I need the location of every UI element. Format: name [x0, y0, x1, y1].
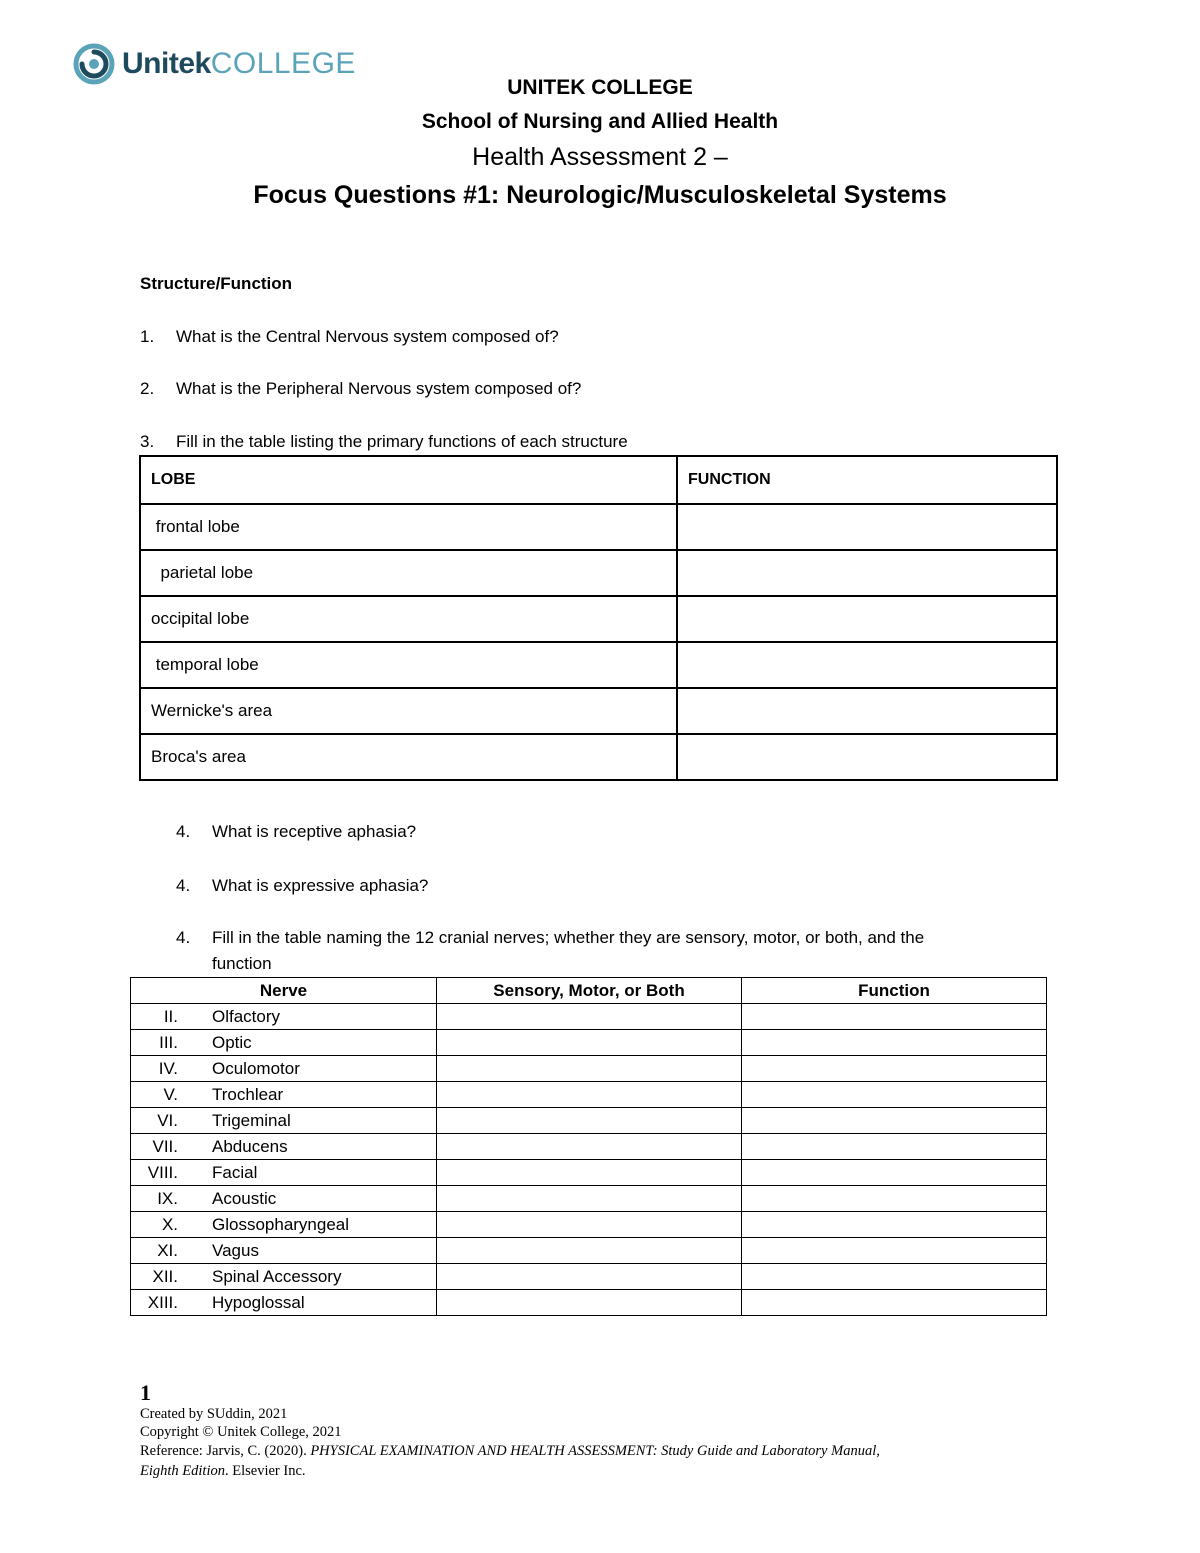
nerve-name: Abducens — [212, 1137, 288, 1156]
function-answer-cell[interactable] — [742, 1082, 1047, 1108]
reference-publisher: . Elsevier Inc. — [224, 1463, 306, 1479]
table-row — [140, 550, 1057, 596]
nerve-numeral: XI. — [157, 1241, 178, 1260]
function-answer-cell[interactable] — [742, 1108, 1047, 1134]
function-answer-cell[interactable] — [677, 550, 1057, 596]
question-text: What is the Peripheral Nervous system composed of? — [176, 379, 582, 398]
footer-created: Created by SUddin, 2021 — [140, 1406, 288, 1422]
sensory-motor-answer-cell[interactable] — [437, 1264, 742, 1290]
nerve-name: Trigeminal — [212, 1111, 291, 1130]
table-row — [140, 734, 1057, 780]
footer-reference-continued — [140, 1463, 306, 1480]
reference-edition: Eighth Edition — [140, 1463, 225, 1479]
page-number: 1 — [140, 1380, 151, 1405]
nerve-numeral: VII. — [152, 1137, 178, 1156]
nerve-name: Acoustic — [212, 1189, 277, 1208]
nerve-name: Spinal Accessory — [212, 1267, 342, 1286]
function-answer-cell[interactable] — [742, 1030, 1047, 1056]
nerve-cell — [131, 1186, 437, 1212]
question-number: 2. — [140, 379, 155, 398]
table-header-row — [131, 978, 1047, 1004]
table-row — [131, 1082, 1047, 1108]
nerve-cell — [131, 1134, 437, 1160]
question-text: What is receptive aphasia? — [212, 822, 417, 841]
nerve-name: Oculomotor — [212, 1059, 300, 1078]
sensory-motor-answer-cell[interactable] — [437, 1134, 742, 1160]
header-function: Function — [742, 978, 1047, 1004]
nerve-name: Vagus — [212, 1241, 259, 1260]
nerve-name: Olfactory — [212, 1007, 281, 1026]
question-4-cranial — [176, 928, 1076, 972]
lobe-cell: Wernicke's area — [140, 688, 677, 734]
question-text-continued: function — [212, 954, 272, 973]
school-name: School of Nursing and Allied Health — [421, 110, 779, 133]
function-answer-cell[interactable] — [742, 1004, 1047, 1030]
lobe-cell: temporal lobe — [140, 642, 677, 688]
lobe-cell: frontal lobe — [140, 504, 677, 550]
nerve-cell — [131, 1108, 437, 1134]
nerve-name: Glossopharyngeal — [212, 1215, 350, 1234]
nerve-name: Trochlear — [212, 1085, 284, 1104]
function-answer-cell[interactable] — [742, 1056, 1047, 1082]
header-function: FUNCTION — [677, 456, 1057, 504]
reference-title: PHYSICAL EXAMINATION AND HEALTH ASSESSMENT: Study Guide and Laboratory Manual, — [310, 1443, 880, 1459]
nerve-name: Optic — [212, 1033, 252, 1052]
table-row — [131, 1134, 1047, 1160]
nerve-numeral: IX. — [157, 1189, 178, 1208]
table-row — [131, 1186, 1047, 1212]
nerve-numeral: III. — [159, 1033, 178, 1052]
institution-name: UNITEK COLLEGE — [507, 76, 693, 99]
table-row — [140, 596, 1057, 642]
function-answer-cell[interactable] — [677, 642, 1057, 688]
nerve-cell — [131, 1238, 437, 1264]
sensory-motor-answer-cell[interactable] — [437, 1186, 742, 1212]
table-header-row — [140, 456, 1057, 504]
nerve-name: Facial — [212, 1163, 258, 1182]
table-row — [131, 1290, 1047, 1316]
sensory-motor-answer-cell[interactable] — [437, 1290, 742, 1316]
footer-reference — [140, 1443, 880, 1460]
nerve-numeral: X. — [161, 1215, 178, 1234]
question-number: 4. — [176, 928, 191, 947]
cranial-nerve-table — [130, 977, 1047, 1316]
nerve-cell — [131, 1160, 437, 1186]
nerve-cell — [131, 1056, 437, 1082]
lobe-cell: parietal lobe — [140, 550, 677, 596]
nerve-numeral: XIII. — [147, 1293, 178, 1312]
table-row — [131, 1238, 1047, 1264]
logo-suffix: COLLEGE — [210, 47, 356, 80]
nerve-cell — [131, 1212, 437, 1238]
table-row — [131, 1056, 1047, 1082]
table-row — [131, 1108, 1047, 1134]
question-text: What is expressive aphasia? — [212, 876, 429, 895]
question-number: 1. — [140, 327, 155, 346]
table-row — [131, 1160, 1047, 1186]
question-3 — [140, 432, 1040, 454]
question-number: 4. — [176, 822, 191, 841]
nerve-cell — [131, 1290, 437, 1316]
lobe-cell: occipital lobe — [140, 596, 677, 642]
sensory-motor-answer-cell[interactable] — [437, 1238, 742, 1264]
function-answer-cell[interactable] — [742, 1134, 1047, 1160]
table-row — [140, 688, 1057, 734]
section-title: Structure/Function — [140, 274, 293, 293]
nerve-numeral: VIII. — [147, 1163, 178, 1182]
sensory-motor-answer-cell[interactable] — [437, 1030, 742, 1056]
logo-brand: Unitek — [122, 47, 211, 80]
nerve-cell — [131, 1082, 437, 1108]
table-row — [140, 504, 1057, 550]
sensory-motor-answer-cell[interactable] — [437, 1004, 742, 1030]
function-answer-cell[interactable] — [742, 1186, 1047, 1212]
footer-copyright: Copyright © Unitek College, 2021 — [140, 1424, 342, 1440]
function-answer-cell[interactable] — [677, 504, 1057, 550]
sensory-motor-answer-cell[interactable] — [437, 1160, 742, 1186]
question-number: 4. — [176, 876, 191, 895]
table-row — [140, 642, 1057, 688]
table-row — [131, 1004, 1047, 1030]
sensory-motor-answer-cell[interactable] — [437, 1056, 742, 1082]
sensory-motor-answer-cell[interactable] — [437, 1212, 742, 1238]
question-4-receptive — [176, 822, 1076, 844]
function-answer-cell[interactable] — [742, 1160, 1047, 1186]
reference-prefix: Reference: Jarvis, C. (2020). — [140, 1443, 311, 1459]
question-text: What is the Central Nervous system composed of? — [176, 327, 559, 346]
function-answer-cell[interactable] — [742, 1264, 1047, 1290]
function-answer-cell[interactable] — [677, 688, 1057, 734]
question-number: 3. — [140, 432, 155, 451]
function-answer-cell[interactable] — [677, 596, 1057, 642]
question-4-expressive — [176, 876, 1076, 898]
nerve-numeral: II. — [163, 1007, 178, 1026]
function-answer-cell[interactable] — [742, 1290, 1047, 1316]
nerve-cell — [131, 1264, 437, 1290]
nerve-numeral: XII. — [152, 1267, 178, 1286]
table-row — [131, 1030, 1047, 1056]
page-title: Focus Questions #1: Neurologic/Musculoskeletal Systems — [253, 181, 947, 209]
lobe-cell: Broca's area — [140, 734, 677, 780]
table-row — [131, 1264, 1047, 1290]
nerve-cell — [131, 1004, 437, 1030]
question-text: Fill in the table listing the primary functions of each structure — [176, 432, 628, 451]
header-sensory-motor: Sensory, Motor, or Both — [437, 978, 742, 1004]
question-1 — [140, 327, 1040, 349]
function-answer-cell[interactable] — [742, 1212, 1047, 1238]
table-row — [131, 1212, 1047, 1238]
lobe-function-table — [139, 455, 1058, 781]
nerve-name: Hypoglossal — [212, 1293, 305, 1312]
sensory-motor-answer-cell[interactable] — [437, 1082, 742, 1108]
nerve-numeral: V. — [163, 1085, 178, 1104]
nerve-numeral: IV. — [158, 1059, 178, 1078]
sensory-motor-answer-cell[interactable] — [437, 1108, 742, 1134]
function-answer-cell[interactable] — [742, 1238, 1047, 1264]
course-title: Health Assessment 2 – — [472, 143, 728, 171]
question-2 — [140, 379, 1040, 401]
nerve-cell — [131, 1030, 437, 1056]
function-answer-cell[interactable] — [677, 734, 1057, 780]
header-nerve: Nerve — [131, 978, 437, 1004]
question-text: Fill in the table naming the 12 cranial nerves; whether they are sensory, motor, or both, and the — [212, 928, 925, 947]
nerve-numeral: VI. — [157, 1111, 178, 1130]
header-lobe: LOBE — [140, 456, 677, 504]
